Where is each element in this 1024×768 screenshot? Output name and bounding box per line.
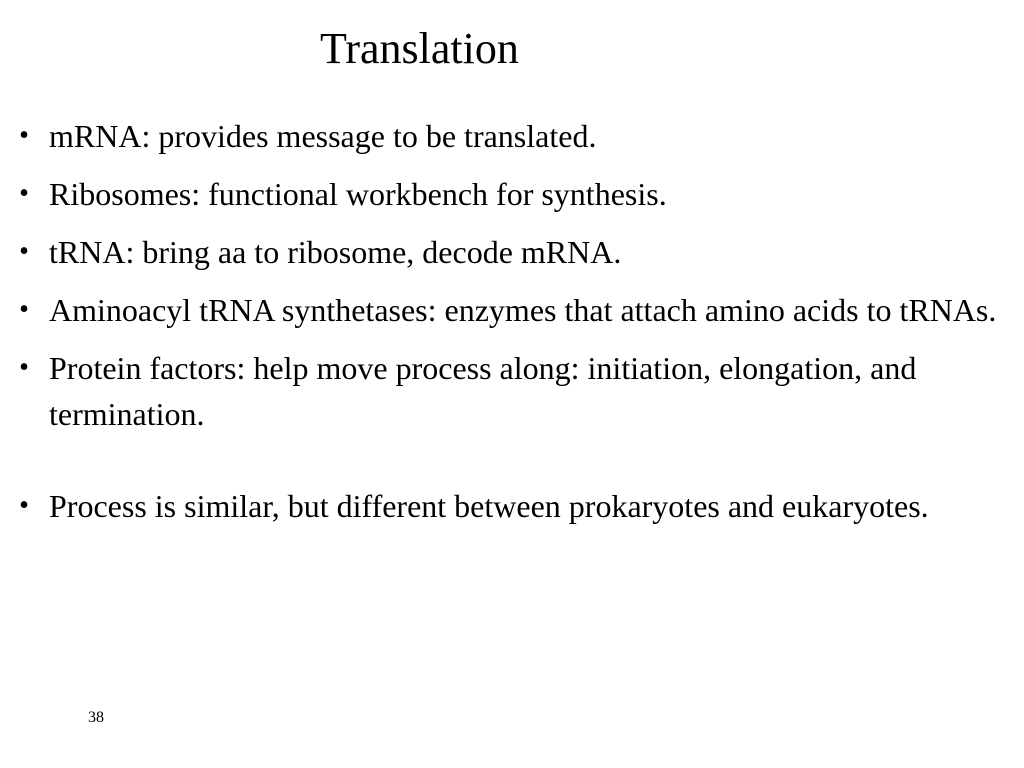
bullet-dot-icon: •: [19, 490, 29, 521]
bullet-text: Ribosomes: functional workbench for synthesis.: [49, 176, 667, 212]
bullet-text: Process is similar, but different between prokaryotes and eukaryotes.: [49, 488, 929, 524]
bullet-item-mrna: [14, 113, 1004, 159]
bullet-list: [14, 113, 1004, 541]
bullet-item-protein-factors: [14, 345, 1004, 437]
bullet-item-synthetases: [14, 287, 1004, 333]
bullet-dot-icon: •: [19, 236, 29, 267]
bullet-item-ribosomes: [14, 171, 1004, 217]
slide-title: Translation: [320, 24, 519, 73]
bullet-dot-icon: •: [19, 294, 29, 325]
bullet-text: Aminoacyl tRNA synthetases: enzymes that attach amino acids to tRNAs.: [49, 292, 997, 328]
bullet-dot-icon: •: [19, 120, 29, 151]
bullet-dot-icon: •: [19, 178, 29, 209]
bullet-text: Protein factors: help move process along: initiation, elongation, and termination.: [49, 350, 917, 432]
bullet-item-trna: [14, 229, 1004, 275]
bullet-item-process: [14, 483, 1004, 529]
bullet-text: tRNA: bring aa to ribosome, decode mRNA.: [49, 234, 622, 270]
bullet-dot-icon: •: [19, 352, 29, 383]
page-number: 38: [88, 709, 104, 726]
bullet-text: mRNA: provides message to be translated.: [49, 118, 597, 154]
